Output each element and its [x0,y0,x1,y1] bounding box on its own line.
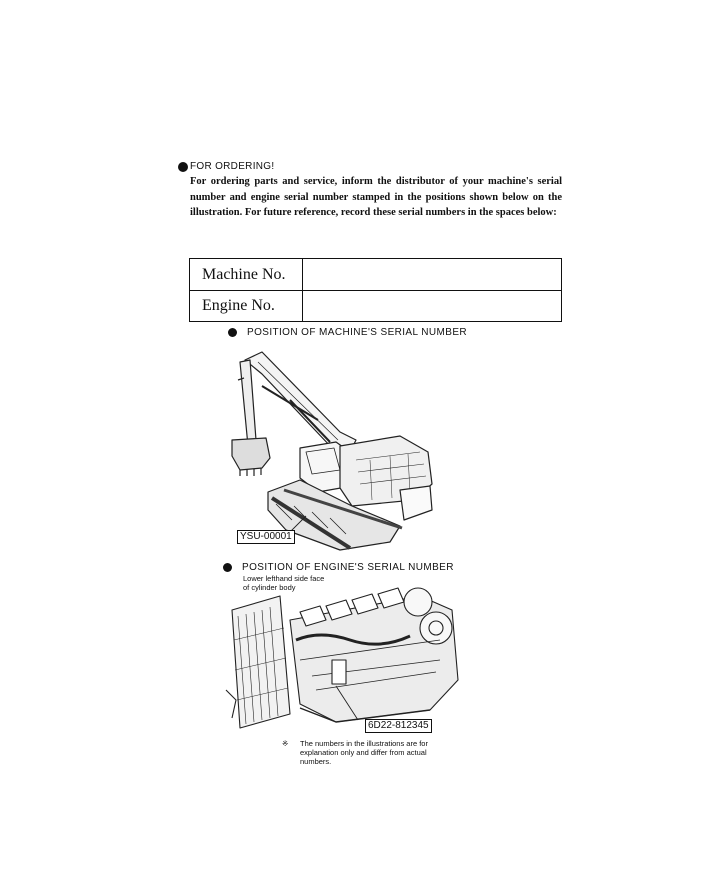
location-note-line-2: of cylinder body [243,583,296,592]
engine-no-label: Engine No. [190,290,303,321]
footnote-text: The numbers in the illustrations are for explanation only and differ from actual numbers. [300,739,428,766]
machine-serial-label: YSU-00001 [237,530,295,544]
ordering-paragraph: For ordering parts and service, inform the distributor of your machine's serial number and engine serial number stamped in the positions shown below on the illustration. For future reference, record these serial numbers in the spaces below: [190,176,562,218]
ordering-heading-text: FOR ORDERING! [190,161,275,172]
engine-serial-label: 6D22-812345 [365,719,432,733]
location-note-line-1: Lower lefthand side face [243,574,325,583]
machine-no-label: Machine No. [190,259,303,290]
engine-serial-heading-text: POSITION OF ENGINE'S SERIAL NUMBER [242,562,454,573]
footnote [282,739,452,766]
machine-serial-heading-text: POSITION OF MACHINE'S SERIAL NUMBER [247,327,468,338]
reference-mark: ※ [282,739,289,748]
